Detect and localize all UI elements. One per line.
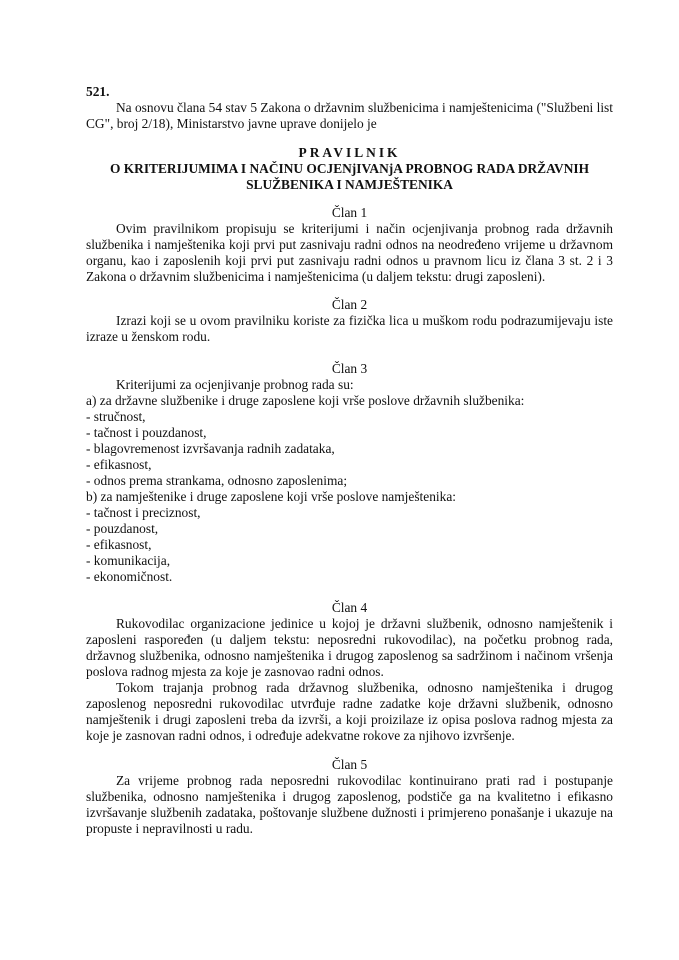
article-heading: Član 4 — [331, 600, 368, 615]
article-heading: Član 2 — [331, 297, 368, 312]
article-5: Član 5 Za vrijeme probnog rada neposredni rukovodilac kontinuirano prati rad i postupanje službenika, odnosno namještenika i drugog zaposlenog, podstiče ga na kvalitetno i efikasno izvršavanje službenih zadataka, poštovanje službene dužnosti i primjereno ponašanje i ukazuje na propuste i nepravilnosti u radu. — [86, 757, 613, 836]
article-3: Član 3 Kriterijumi za ocjenjivanje probnog rada su: a) za državne službenike i druge zaposlene koji vrše poslove državnih službenika: - stručnost, - tačnost i pouzdanost, - blagovremenost izvršavanja radnih zadataka, - efikasnost, - odnos prema strankama, odnosno zaposlenima; b) za namještenike i druge zaposlene koji vrše poslove namještenika: - tačnost i preciznost, - pouzdanost, - efikasnost, - komunikacija, - ekonomičnost. — [86, 361, 613, 585]
document-title: PRAVILNIK O KRITERIJUMIMA I NAČINU OCJENjIVANjA PROBNOG RADA DRŽAVNIH SLUŽBENIKA I NAMJEŠTENIKA — [110, 145, 589, 192]
article-heading: Član 1 — [331, 205, 368, 220]
preamble: Na osnovu člana 54 stav 5 Zakona o državnim službenicima i namještenicima ("Službeni list CG", broj 2/18), Ministarstvo javne uprave donijelo je — [86, 100, 613, 131]
decree-number: 521. — [86, 84, 110, 99]
article-1: Član 1 Ovim pravilnikom propisuju se kriterijumi i način ocjenjivanja probnog rada državnih službenika i namještenika koji prvi put zasnivaju radni odnos na neodređeno vrijeme u državnom organu, kao i zaposlenih koji prvi put zasnivaju radni odnos u pravnom licu iz člana 3 st. 2 i 3 Zakona o državnim službenicima i namještenicima (u daljem tekstu: drugi zaposleni). — [86, 205, 613, 284]
article-heading: Član 5 — [331, 757, 368, 772]
article-2: Član 2 Izrazi koji se u ovom pravilniku koriste za fizička lica u muškom rodu podrazumijevaju iste izraze u ženskom rodu. — [86, 297, 613, 344]
article-heading: Član 3 — [331, 361, 368, 376]
article-4: Član 4 Rukovodilac organizacione jedinice u kojoj je državni službenik, odnosno namještenik i zaposleni raspoređen (u daljem tekstu: neposredni rukovodilac), na početku probnog rada, državnog službenika, odnosno namještenika i drugog zaposlenog sa sadržinom i načinom vršenja poslova radnog mjesta za koje je zasnovao radni odnos. Tokom trajanja probnog rada državnog službenika, odnosno namještenika i drugog zaposlenog neposredni rukovodilac utvrđuje radne zadatke koje državni službenik, odnosno namještenik i drugi zaposleni treba da izvrši, a koji proizilaze iz opisa poslova radnog mjesta za koje je zasnovan radni odnos, i određuje adekvatne rokove za njihovo izvršenje. — [86, 600, 613, 743]
